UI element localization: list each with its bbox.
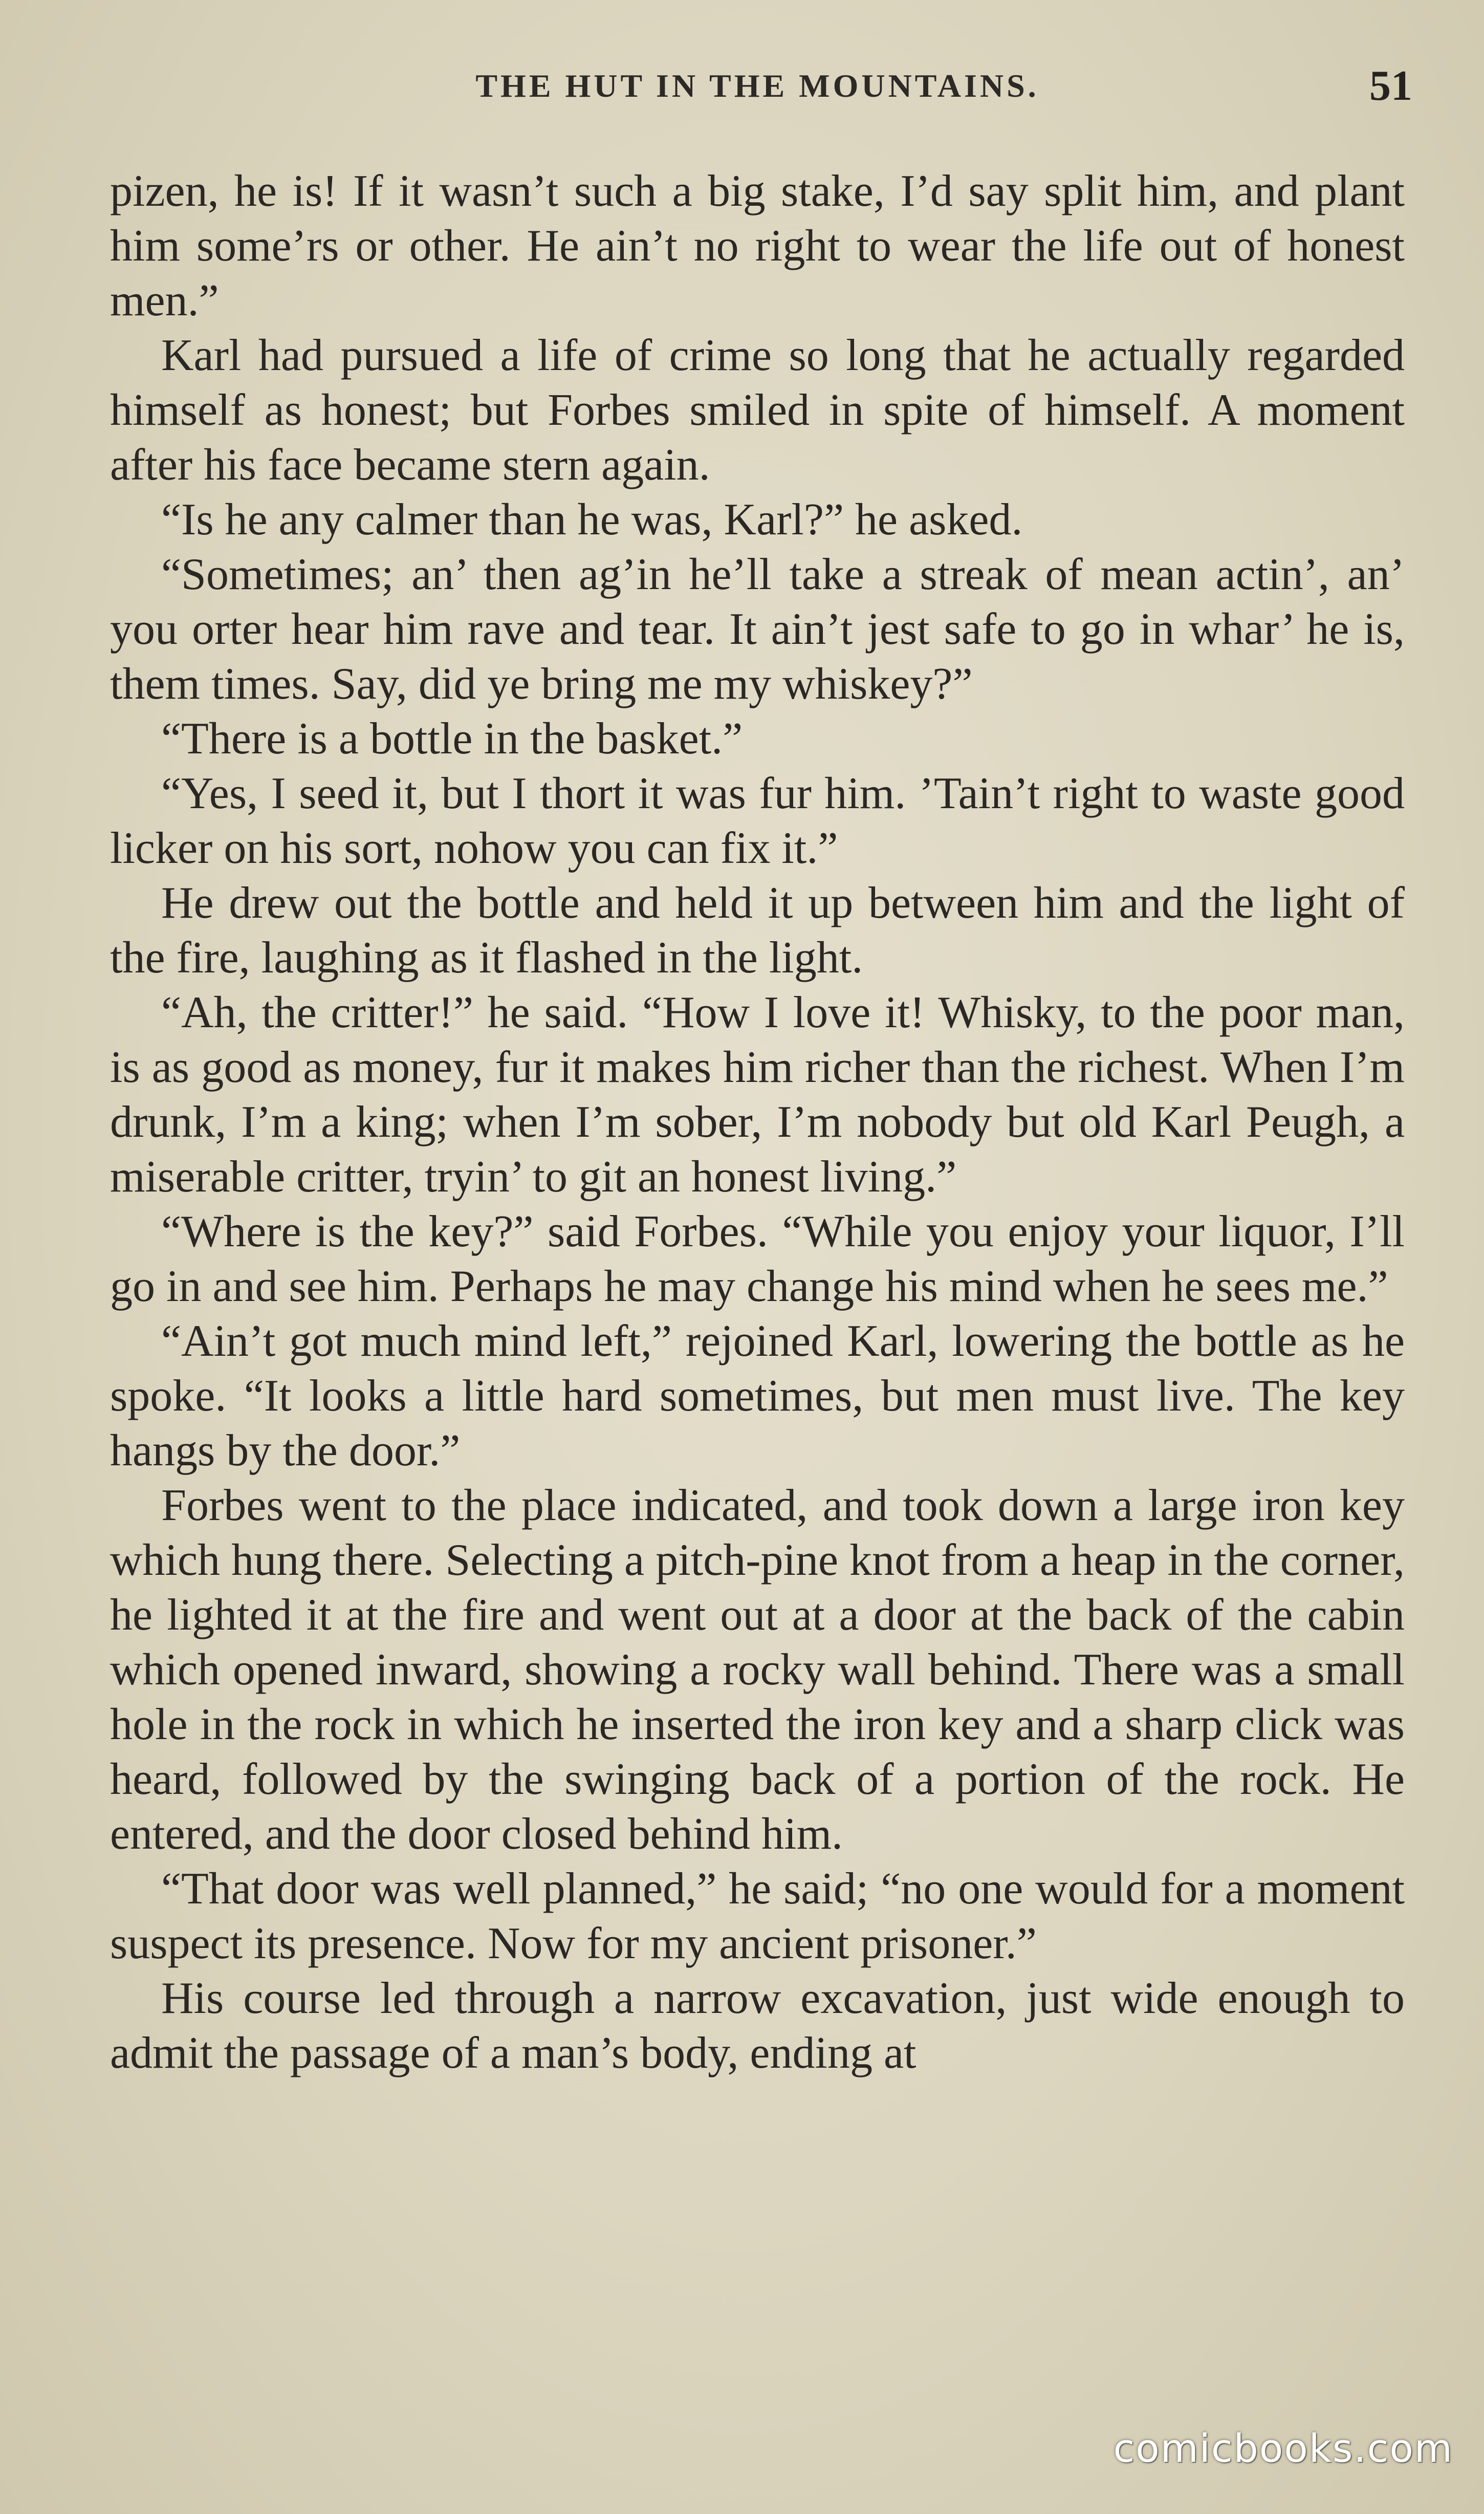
body-text [110, 164, 1405, 2080]
paragraph-1: pizen, he is! If it wasn’t such a big stake, I’d say split him, and plant him some’rs or other. He ain’t no right to wear the life out of honest men.” [110, 166, 1405, 326]
paragraph-6: “Yes, I seed it, but I thort it was fur him. ’Tain’t right to waste good licker on his sort, nohow you can fix it.” [110, 769, 1405, 873]
running-head [102, 60, 1412, 112]
running-title: THE HUT IN THE MOUNTAINS. [475, 68, 1039, 104]
paragraph-5: “There is a bottle in the basket.” [161, 714, 743, 764]
paragraph-3: “Is he any calmer than he was, Karl?” he asked. [161, 495, 1023, 545]
paragraph-12: “That door was well planned,” he said; “no one would for a moment suspect its presence. Now for my ancient prisoner.” [110, 1864, 1405, 1968]
paragraph-8: “Ah, the critter!” he said. “How I love it! Whisky, to the poor man, is as good as money, fur it makes him richer than the richest. When I’m drunk, I’m a king; when I’m sober, I’m nobody but old Karl Peugh, a miserable critter, tryin’ to git an honest living.” [110, 988, 1405, 1202]
paragraph-7: He drew out the bottle and held it up between him and the light of the fire, laughing as it flashed in the light. [110, 878, 1405, 983]
paragraph-9: “Where is the key?” said Forbes. “While you enjoy your liquor, I’ll go in and see him. Perhaps he may change his mind when he sees me.” [110, 1207, 1405, 1311]
watermark: comicbooks.com [1113, 2425, 1453, 2471]
paragraph-2: Karl had pursued a life of crime so long that he actually regarded himself as honest; but Forbes smiled in spite of himself. A moment after his face became stern again. [110, 331, 1405, 490]
paragraph-13: His course led through a narrow excavation, just wide enough to admit the passage of a man’s body, ending at [110, 1974, 1405, 2078]
page-number: 51 [1369, 62, 1412, 110]
paragraph-10: “Ain’t got much mind left,” rejoined Karl, lowering the bottle as he spoke. “It looks a little hard sometimes, but men must live. The key hangs by the door.” [110, 1316, 1405, 1476]
paragraph-11: Forbes went to the place indicated, and took down a large iron key which hung there. Selecting a pitch-pine knot from a heap in the corner, he lighted it at the fire and went out at a door at the back of the cabin which opened inward, showing a rocky wall behind. There was a small hole in the rock in which he inserted the iron key and a sharp click was heard, followed by the swinging back of a portion of the rock. He entered, and the door closed behind him. [110, 1481, 1405, 1859]
paragraph-4: “Sometimes; an’ then ag’in he’ll take a streak of mean actin’, an’ you orter hear him rave and tear. It ain’t jest safe to go in whar’ he is, them times. Say, did ye bring me my whiskey?” [110, 550, 1405, 709]
